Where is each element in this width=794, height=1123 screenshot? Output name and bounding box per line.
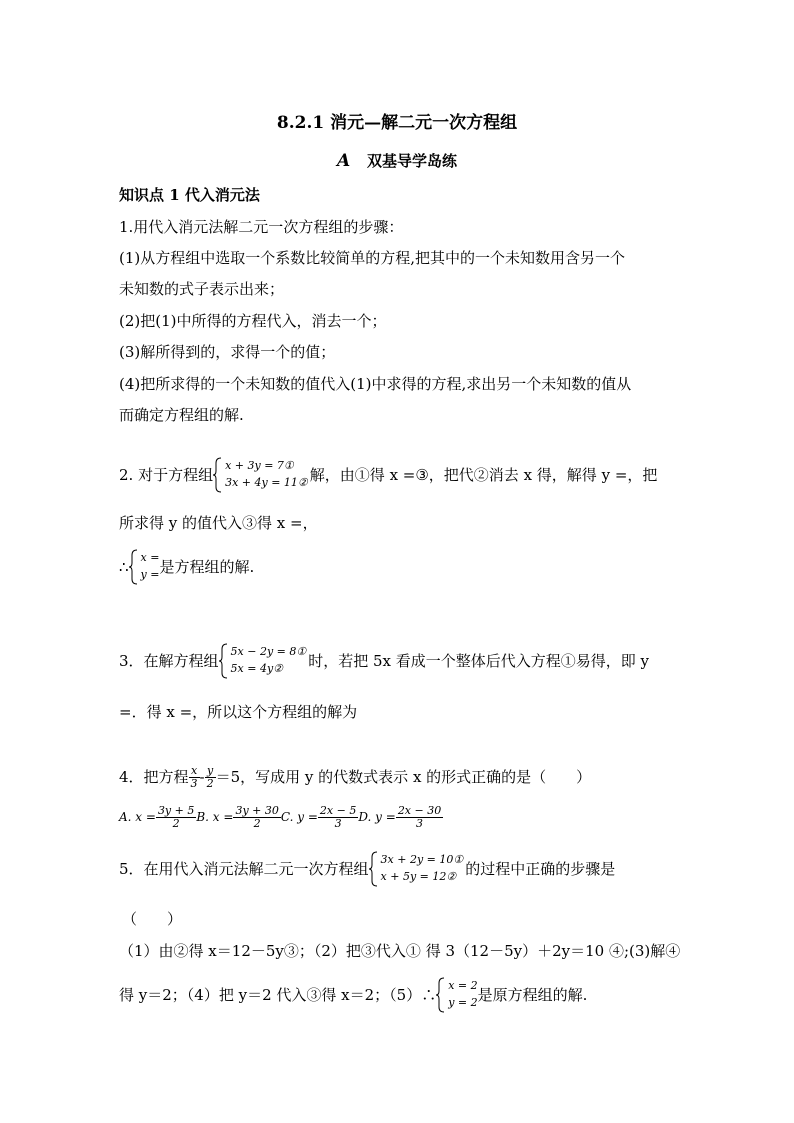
option-a-label: A. x =	[119, 810, 156, 824]
q5-steps-line2	[119, 976, 587, 1014]
q4-line1	[119, 762, 591, 792]
q4-fraction-y2: $\frac{y}{2}$	[206, 763, 214, 790]
option-d-fraction: $\frac{2x - 30}{3}$	[397, 803, 442, 830]
q5-sol-y: y = 2	[448, 996, 478, 1009]
q5-lead: 5．在用代入消元法解二元一次方程组	[119, 860, 369, 878]
section-heading	[0, 150, 794, 171]
q2-solution-system	[129, 549, 160, 585]
q4-minus: -	[199, 768, 205, 786]
q2-equation-system	[213, 457, 308, 493]
q2-eq1: x + 3y = 7①	[225, 459, 294, 472]
therefore-symbol: ∴	[119, 558, 129, 576]
q3-eq1: 5x − 2y = 8①	[230, 645, 307, 658]
q5-sol-x: x = 2	[448, 979, 478, 992]
q3-equation-system	[219, 643, 307, 679]
option-b-fraction: $\frac{3y + 30}{2}$	[235, 803, 279, 830]
q2-line1	[119, 456, 657, 494]
q3-line1	[119, 642, 649, 680]
q5-solution-system	[436, 977, 477, 1013]
q1-step3: (3)解所得到的，求得一个的值；	[119, 343, 336, 361]
q2-sol-y: y =	[140, 568, 160, 581]
option-b-label: B. x =	[196, 810, 234, 824]
q1-intro: 1.用代入消元法解二元一次方程组的步骤：	[119, 218, 404, 236]
section-letter: A	[337, 151, 351, 171]
q2-rest: 解，由①得 x =③，把代②消去 x 得，解得 y =，把	[309, 466, 658, 484]
q1-step2: (2)把(1)中所得的方程代入，消去一个；	[119, 312, 387, 330]
option-c-fraction: $\frac{2x - 5}{3}$	[319, 803, 357, 830]
knowledge-point-heading: 知识点 1 代入消元法	[119, 186, 260, 204]
q5-eq2: x + 5y = 12②	[380, 870, 457, 883]
q4-options	[119, 802, 443, 832]
q2-eq2: 3x + 4y = 11②	[225, 476, 308, 489]
q5-tail: 是原方程组的解.	[477, 986, 588, 1004]
q5-rest: 的过程中正确的步骤是	[465, 860, 616, 878]
option-c-label: C. y =	[280, 810, 318, 824]
brace-icon	[436, 977, 446, 1013]
q2-sol-tail: 是方程组的解.	[159, 558, 255, 576]
q5-answer-paren: （ ）	[122, 910, 183, 928]
q5-steps-line2-text: 得 y＝2；（4）把 y＝2 代入③得 x＝2；（5）∴	[119, 986, 437, 1004]
q4-rest: ＝5，写成用 y 的代数式表示 x 的形式正确的是（ ）	[215, 768, 592, 786]
q2-lead: 2. 对于方程组	[119, 466, 214, 484]
q3-line2: =．得 x =，所以这个方程组的解为	[119, 703, 358, 721]
q3-rest: 时，若把 5x 看成一个整体后代入方程①易得，即 y	[308, 652, 650, 670]
q4-lead: 4．把方程	[119, 768, 189, 786]
q1-step1-line2: 未知数的式子表示出来；	[119, 280, 285, 298]
q3-lead: 3．在解方程组	[119, 652, 219, 670]
section-label: 双基导学岛练	[366, 152, 457, 170]
q1-step1-line1: (1)从方程组中选取一个系数比较简单的方程,把其中的一个未知数用含另一个	[119, 249, 626, 267]
option-a-fraction: $\frac{3y + 5}{2}$	[157, 803, 195, 830]
q1-step4-line1: (4)把所求得的一个未知数的值代入(1)中求得的方程,求出另一个未知数的值从	[119, 375, 632, 393]
page-title: 8.2.1 消元—解二元一次方程组	[276, 113, 518, 133]
q5-equation-system	[369, 851, 464, 887]
q5-eq1: 3x + 2y = 10①	[380, 853, 464, 866]
brace-icon	[369, 851, 379, 887]
q5-steps-line1: （1）由②得 x＝12－5y③；（2）把③代入① 得 3（12－5y）＋2y＝10 ④;(3)解④	[119, 942, 681, 960]
brace-icon	[219, 643, 229, 679]
brace-icon	[213, 457, 223, 493]
q4-fraction-x3: $\frac{x}{3}$	[190, 763, 198, 790]
q2-line2: 所求得 y 的值代入③得 x =，	[119, 514, 318, 532]
q3-eq2: 5x = 4y②	[230, 662, 284, 675]
q1-step4-line2: 而确定方程组的解.	[119, 406, 244, 424]
option-d-label: D. y =	[358, 810, 396, 824]
q2-line3	[119, 548, 254, 586]
brace-icon	[129, 549, 139, 585]
q2-sol-x: x =	[140, 551, 160, 564]
q5-line1	[119, 850, 615, 888]
